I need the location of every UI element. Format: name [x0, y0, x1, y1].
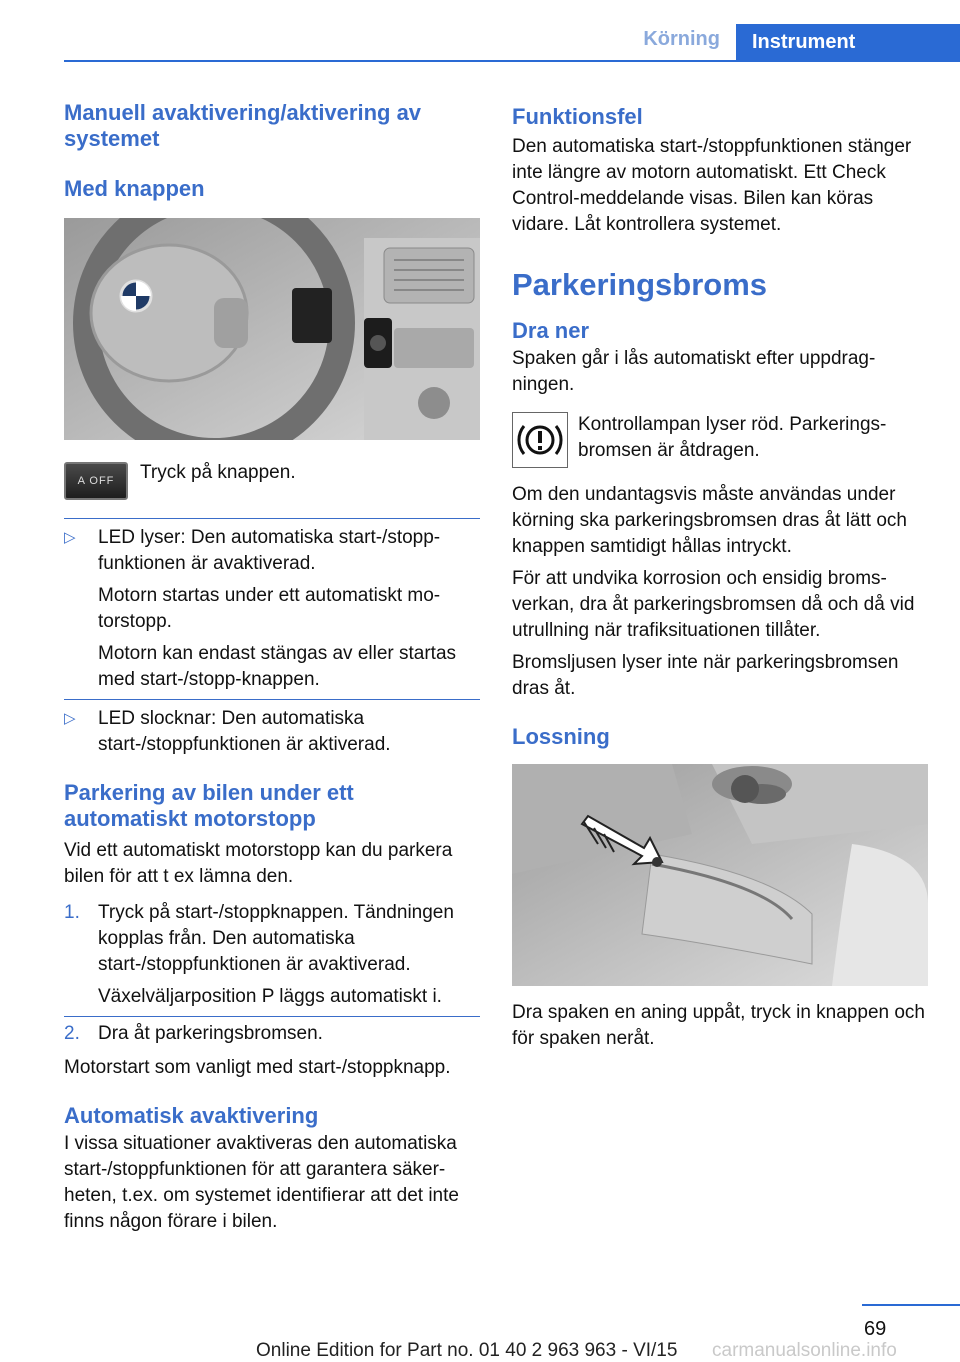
section-tab-instrument[interactable]: Instrument — [736, 24, 960, 62]
pull-up-text: Spaken går i lås automatiskt efter uppdrag-ningen. — [512, 348, 876, 395]
right-column — [512, 104, 928, 1052]
parking-brake-warning-icon — [512, 412, 568, 468]
led-on-text: LED lyser: Den automatiska start-/stopp-funktionen är avaktiverad. — [98, 527, 441, 574]
led-off-text: LED slocknar: Den automatiska start-/stoppfunktionen är aktiverad. — [98, 708, 391, 755]
step-number: 1. — [64, 902, 80, 923]
divider — [64, 699, 480, 700]
watermark: carmanualsonline.info — [712, 1340, 897, 1361]
automatic-deactivation-text: I vissa situationer avaktiveras den automatiska start-/stoppfunktionen för att garantera säker-heten, t.ex. om systemet identifierar att det inte finns någon förare i bilen. — [64, 1133, 459, 1232]
start-stop-off-button-icon — [64, 462, 128, 500]
handbrake-illustration — [512, 764, 928, 986]
page-number: 69 — [864, 1318, 887, 1340]
heading-manual-deactivation: Manuell avaktivering/aktivering av systemet — [64, 100, 422, 151]
step-number: 2. — [64, 1023, 80, 1044]
motor-start-text: Motorstart som vanligt med start-/stoppknapp. — [64, 1057, 451, 1078]
section-tab-korning[interactable]: Körning — [643, 28, 720, 50]
warning-lamp-row — [512, 412, 928, 468]
steering-wheel-illustration — [64, 218, 480, 440]
header-rule — [64, 60, 960, 62]
heading-malfunction: Funktionsfel — [512, 104, 643, 129]
list-item-led-on — [64, 525, 480, 693]
brake-warning-glyph — [516, 420, 564, 460]
heading-release: Lossning — [512, 724, 610, 749]
release-text: Dra spaken en aning uppåt, tryck in knappen och för spaken neråt. — [512, 1002, 925, 1049]
led-on-note-1: Motorn startas under ett automatiskt mo-torstopp. — [98, 585, 441, 632]
press-button-row — [64, 460, 480, 500]
page-header — [0, 0, 960, 62]
heading-parking-brake: Parkeringsbroms — [512, 267, 767, 302]
heading-parking-auto-stop: Parkering av bilen under ett automatiskt motorstopp — [64, 780, 354, 831]
parking-intro-text: Vid ett automatiskt motorstopp kan du parkera bilen för att t ex lämna den. — [64, 840, 453, 887]
steering-wheel-photo — [64, 218, 480, 440]
heading-pull-up: Dra ner — [512, 318, 590, 343]
handbrake-photo — [512, 764, 928, 986]
triangle-bullet-icon: ▷ — [64, 710, 76, 727]
button-icon-label: A OFF — [77, 475, 115, 487]
heading-automatic-deactivation: Automatisk avaktivering — [64, 1103, 319, 1128]
triangle-bullet-icon: ▷ — [64, 529, 76, 546]
left-column — [64, 100, 480, 1235]
led-on-note-2: Motorn kan endast stängas av eller startas med start-/stopp-knappen. — [98, 643, 457, 690]
list-item-step-1 — [64, 900, 480, 1010]
brake-lights-text: Bromsljusen lyser inte när parkeringsbromsen dras åt. — [512, 652, 899, 699]
malfunction-text: Den automatiska start-/stoppfunktionen stänger inte längre av motorn automatiskt. Ett Check Control-meddelande visas. Bilen kan köras vidare. Låt kontrollera systemet. — [512, 136, 912, 235]
press-button-text: Tryck på knappen. — [140, 462, 296, 483]
exception-text: Om den undantagsvis måste användas under körning ska parkeringsbromsen dras åt lätt och knappen samtidigt hållas intryckt. — [512, 484, 907, 557]
divider — [64, 1016, 480, 1017]
edition-footer: Online Edition for Part no. 01 40 2 963 963 - VI/15 — [256, 1340, 678, 1361]
divider — [64, 518, 480, 519]
warning-lamp-text: Kontrollampan lyser röd. Parkerings-bromsen är åtdragen. — [578, 414, 887, 461]
list-item-step-2 — [64, 1021, 480, 1047]
footer-rule — [862, 1304, 960, 1306]
heading-with-button: Med knappen — [64, 176, 205, 201]
list-item-led-off — [64, 706, 480, 758]
step-note: Växelväljarposition P läggs automatiskt i. — [98, 986, 442, 1007]
corrosion-text: För att undvika korrosion och ensidig broms-verkan, dra åt parkeringsbromsen då och då vid utrullning när trafiksituationen tillåter. — [512, 568, 915, 641]
step-text: Dra åt parkeringsbromsen. — [98, 1023, 323, 1044]
step-text: Tryck på start-/stoppknappen. Tändningen kopplas från. Den automatiska start-/stoppfunktionen är avaktiverad. — [98, 902, 454, 975]
